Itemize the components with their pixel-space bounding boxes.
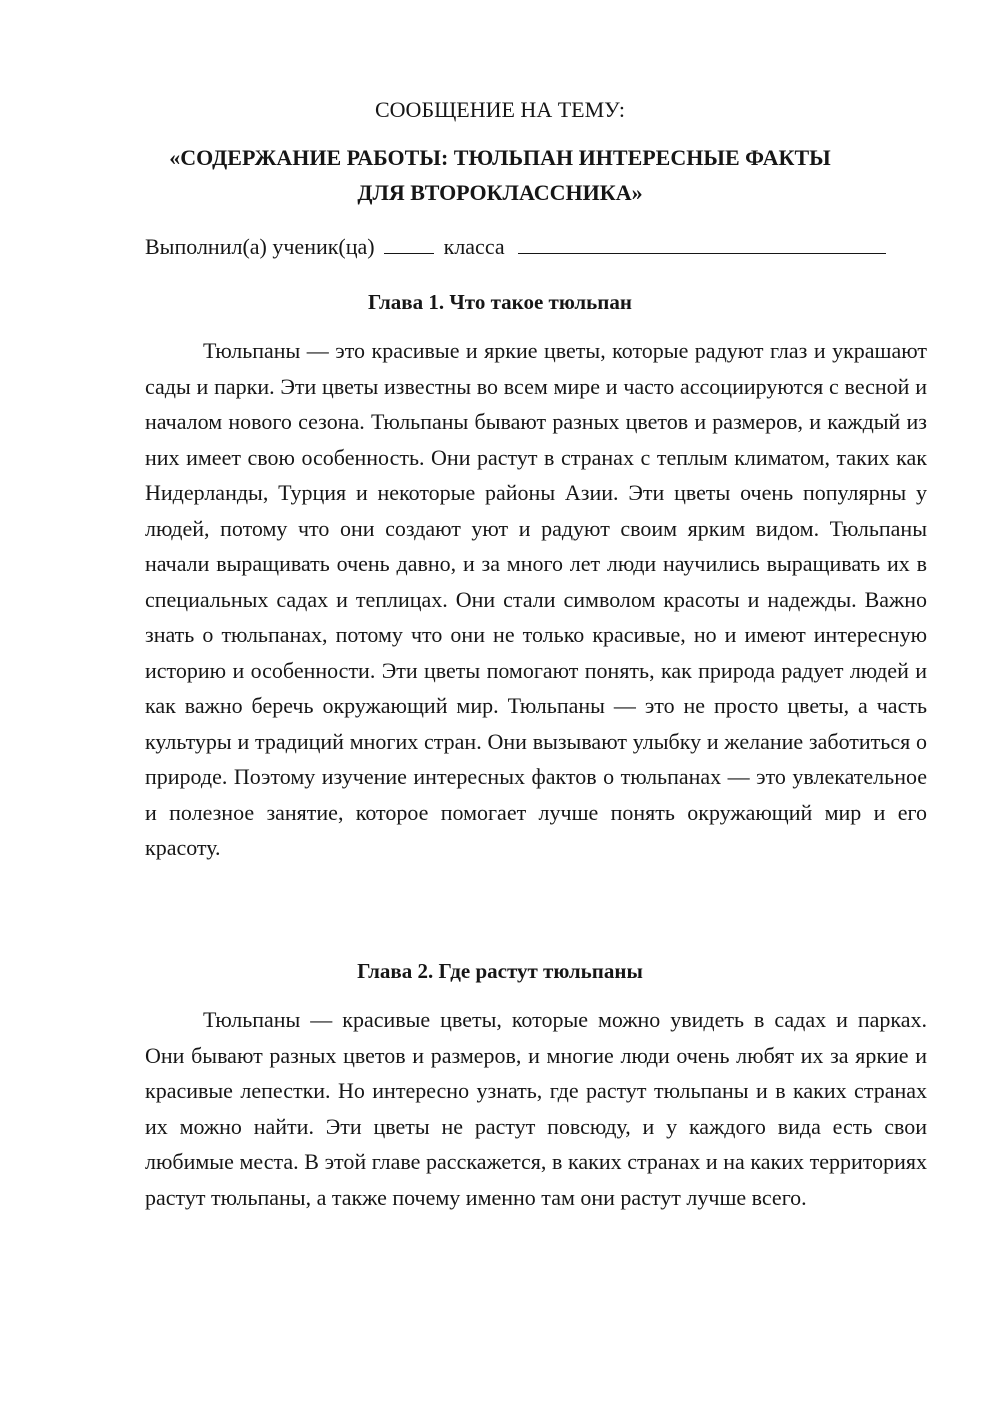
chapter-2-paragraph: Тюльпаны — красивые цветы, которые можно увидеть в садах и парках. Они бывают разных цветов и размеров, и многие люди очень любят их за яркие и красивые лепестки. Но интересно узнать, где растут тюльпаны и в каких странах их можно найти. Эти цветы не растут повсюду, и у каждого вида есть свои любимые места. В этой главе расскажется, в каких странах и на каких территориях растут тюльпаны, а также почему именно там они растут лучше всего. — [145, 1007, 927, 1210]
document-title-line-1: «СОДЕРЖАНИЕ РАБОТЫ: ТЮЛЬПАН ИНТЕРЕСНЫЕ ФАКТЫ — [169, 145, 831, 170]
author-prefix: Выполнил(а) ученик(ца) — [145, 234, 375, 259]
document-subject: СООБЩЕНИЕ НА ТЕМУ: — [375, 97, 625, 122]
class-number-blank — [384, 235, 434, 254]
student-name-blank — [518, 235, 886, 254]
author-line — [145, 232, 925, 262]
chapter-1-paragraph: Тюльпаны — это красивые и яркие цветы, которые радуют глаз и украшают сады и парки. Эти цветы известны во всем мире и часто ассоциируются с весной и началом нового сезона. Тюльпаны бывают разных цветов и размеров, и каждый из них имеет свою особенность. Они растут в странах с теплым климатом, таких как Нидерланды, Турция и некоторые районы Азии. Эти цветы очень популярны у людей, потому что они создают уют и радуют своим ярким видом. Тюльпаны начали выращивать очень давно, и за много лет люди научились выращивать их в специальных садах и теплицах. Они стали символом красоты и надежды. Важно знать о тюльпанах, потому что они не только красивые, но и имеют интересную историю и особенности. Эти цветы помогают понять, как природа радует людей и как важно беречь окружающий мир. Тюльпаны — это не просто цветы, а часть культуры и традиций многих стран. Они вызывают улыбку и желание заботиться о природе. Поэтому изучение интересных фактов о тюльпанах — это увлекательное и полезное занятие, которое помогает лучше понять окружающий мир и его красоту. — [145, 338, 927, 860]
document-title-line-2: ДЛЯ ВТОРОКЛАССНИКА» — [357, 180, 643, 205]
class-word: класса — [443, 234, 505, 259]
chapter-2-title: Глава 2. Где растут тюльпаны — [357, 959, 643, 983]
chapter-1-title: Глава 1. Что такое тюльпан — [368, 290, 632, 314]
